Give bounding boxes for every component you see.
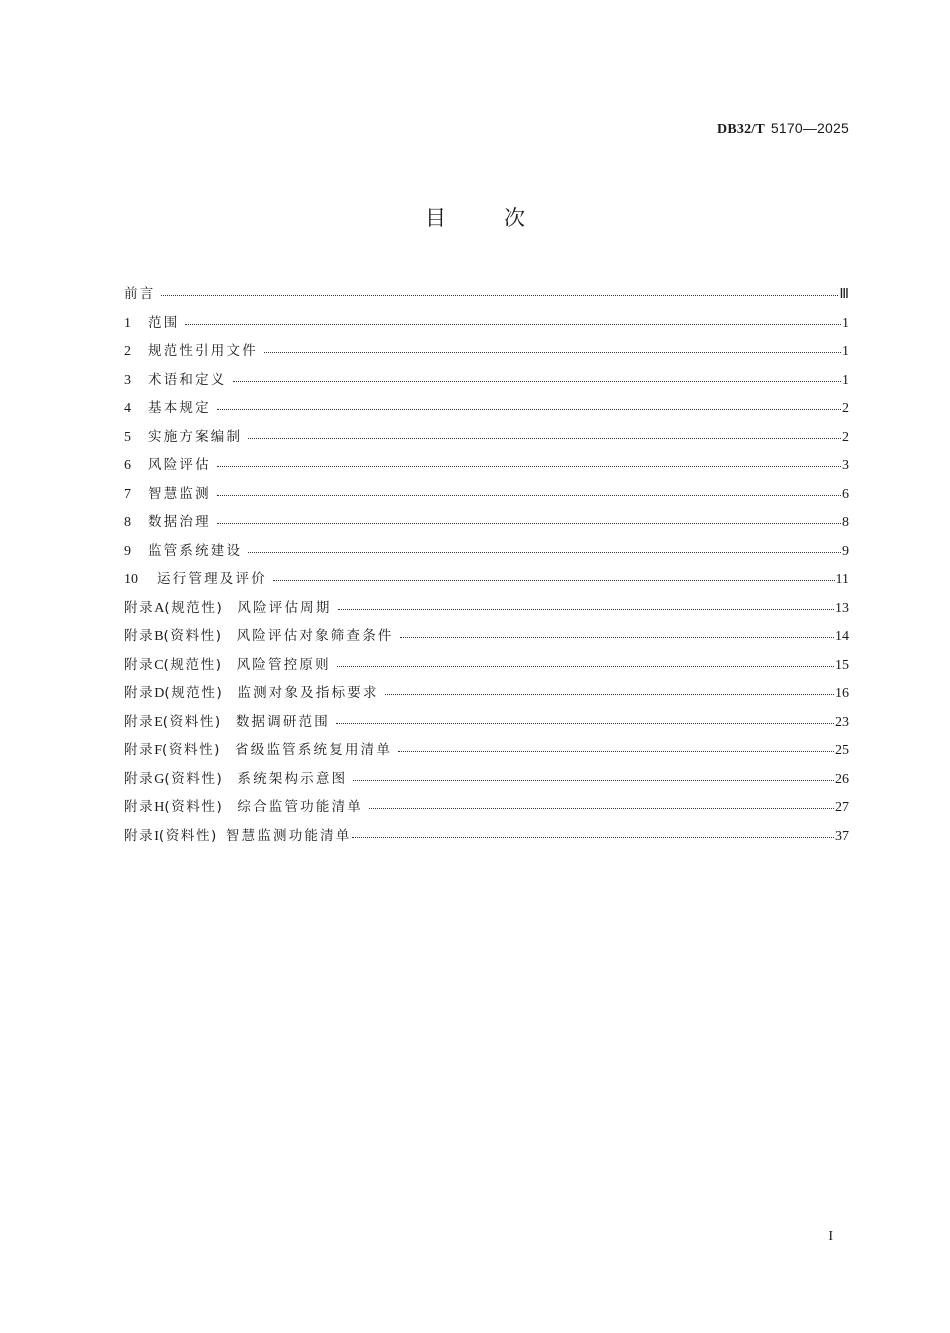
toc-dot-leader <box>217 458 841 472</box>
toc-entry-page: 15 <box>835 657 849 673</box>
toc-entry-6[interactable] <box>124 451 849 480</box>
toc-appendix-b[interactable] <box>124 622 849 651</box>
toc-entry-page: 1 <box>842 315 849 331</box>
toc-entry-page: 13 <box>835 600 849 616</box>
toc-entry-label: 运行管理及评价 <box>157 571 267 587</box>
toc-entry-page: 2 <box>842 401 849 416</box>
toc-entry-9[interactable] <box>124 537 849 566</box>
toc-entry-page: 2 <box>842 429 849 445</box>
toc-entry-page: 37 <box>835 828 849 844</box>
toc-appendix-prefix: 附录A(规范性) <box>124 599 224 616</box>
toc-entry-3[interactable] <box>124 366 849 395</box>
toc-entry-label: 前言 <box>124 286 156 302</box>
toc-entry-2[interactable] <box>124 337 849 366</box>
toc-entry-1[interactable] <box>124 309 849 338</box>
toc-appendix-f[interactable] <box>124 736 849 765</box>
toc-entry-page: 9 <box>842 543 849 559</box>
toc-appendix-e[interactable] <box>124 708 849 737</box>
toc-entry-label: 基本规定 <box>148 400 211 416</box>
toc-appendix-prefix: 附录D(规范性) <box>124 685 224 701</box>
toc-entry-page: 14 <box>835 629 849 644</box>
toc-entry-number: 8 <box>124 515 131 530</box>
toc-appendix-prefix: 附录H(资料性) <box>124 799 224 815</box>
toc-entry-label: 智慧监测功能清单 <box>225 827 352 844</box>
toc-entry-page: Ⅲ <box>839 287 849 302</box>
toc-appendix-prefix: 附录F(资料性) <box>124 742 222 758</box>
toc-dot-leader <box>248 430 841 444</box>
toc-appendix-h[interactable] <box>124 793 849 822</box>
toc-entry-page: 1 <box>842 372 849 388</box>
document-code-number: 5170—2025 <box>770 120 849 136</box>
toc-entry-page: 25 <box>835 743 849 758</box>
toc-appendix-prefix: 附录B(资料性) <box>124 628 223 644</box>
toc-entry-page: 26 <box>835 771 849 787</box>
toc-entry-page: 3 <box>842 458 849 473</box>
toc-entry-5[interactable] <box>124 423 849 452</box>
toc-dot-leader <box>337 658 834 672</box>
toc-entry-label: 数据治理 <box>148 514 211 530</box>
toc-entry-label: 风险管控原则 <box>236 656 331 673</box>
toc-entry-page: 8 <box>842 515 849 530</box>
toc-entry-label: 监管系统建设 <box>148 542 243 559</box>
toc-entry-label: 风险评估对象筛查条件 <box>236 628 394 644</box>
toc-entry-label: 风险评估周期 <box>237 599 332 616</box>
page-title-char-2: 次 <box>504 206 525 230</box>
toc-appendix-a[interactable] <box>124 594 849 623</box>
toc-entry-number: 7 <box>124 486 131 502</box>
toc-dot-leader <box>338 601 834 615</box>
toc-dot-leader <box>185 316 841 330</box>
toc-entry-label: 综合监管功能清单 <box>237 799 363 815</box>
toc-dot-leader <box>217 515 841 529</box>
toc-dot-leader <box>161 287 838 301</box>
toc-dot-leader <box>264 344 841 358</box>
toc-entry-label: 风险评估 <box>148 457 211 473</box>
toc-entry-page: 16 <box>835 686 849 701</box>
toc-entry-number: 4 <box>124 401 131 416</box>
page-title <box>0 202 950 232</box>
toc-dot-leader <box>233 373 842 387</box>
toc-entry-label: 实施方案编制 <box>148 428 243 445</box>
toc-appendix-prefix: 附录C(规范性) <box>124 656 223 673</box>
toc-entry-10[interactable] <box>124 565 849 594</box>
toc-dot-leader <box>369 800 834 814</box>
document-code-prefix: DB32/T <box>717 122 765 137</box>
toc-appendix-c[interactable] <box>124 651 849 680</box>
toc-entry-label: 范围 <box>148 314 180 331</box>
toc-dot-leader <box>273 572 835 586</box>
toc-entry-label: 系统架构示意图 <box>237 770 348 787</box>
toc-appendix-d[interactable] <box>124 679 849 708</box>
table-of-contents <box>124 280 849 850</box>
toc-appendix-prefix: 附录I(资料性) <box>124 827 218 844</box>
toc-entry-4[interactable] <box>124 394 849 423</box>
toc-dot-leader <box>352 829 834 843</box>
toc-dot-leader <box>248 544 841 558</box>
toc-entry-number: 5 <box>124 429 131 445</box>
toc-entry-number: 6 <box>124 458 131 473</box>
toc-entry-page: 23 <box>835 714 849 730</box>
toc-appendix-prefix: 附录E(资料性) <box>124 713 222 730</box>
toc-entry-7[interactable] <box>124 480 849 509</box>
toc-entry-label: 规范性引用文件 <box>148 343 258 359</box>
toc-entry-number: 2 <box>124 344 131 359</box>
toc-entry-page: 6 <box>842 486 849 502</box>
toc-dot-leader <box>217 401 841 415</box>
toc-dot-leader <box>336 715 834 729</box>
page-number: I <box>828 1229 833 1244</box>
toc-appendix-g[interactable] <box>124 765 849 794</box>
toc-appendix-prefix: 附录G(资料性) <box>124 770 224 787</box>
toc-entry-label: 监测对象及指标要求 <box>237 685 379 701</box>
toc-entry-number: 9 <box>124 543 131 559</box>
toc-dot-leader <box>217 487 841 501</box>
toc-entry-number: 1 <box>124 315 131 331</box>
toc-entry-page: 11 <box>835 572 849 587</box>
document-code <box>717 120 849 138</box>
toc-entry-label: 智慧监测 <box>148 485 211 502</box>
toc-entry-label: 省级监管系统复用清单 <box>235 742 393 758</box>
toc-appendix-i[interactable] <box>124 822 849 851</box>
toc-entry-page: 1 <box>842 344 849 359</box>
toc-dot-leader <box>353 772 834 786</box>
toc-dot-leader <box>385 686 834 700</box>
toc-entry-number: 3 <box>124 372 131 388</box>
toc-entry-label: 数据调研范围 <box>235 713 331 730</box>
toc-entry-8[interactable] <box>124 508 849 537</box>
page-title-char-1: 目 <box>425 206 446 230</box>
toc-dot-leader <box>400 629 834 643</box>
toc-entry-foreword[interactable] <box>124 280 849 309</box>
toc-entry-page: 27 <box>835 800 849 815</box>
toc-entry-number: 10 <box>124 572 138 587</box>
toc-dot-leader <box>398 743 834 757</box>
toc-entry-label: 术语和定义 <box>148 371 227 388</box>
